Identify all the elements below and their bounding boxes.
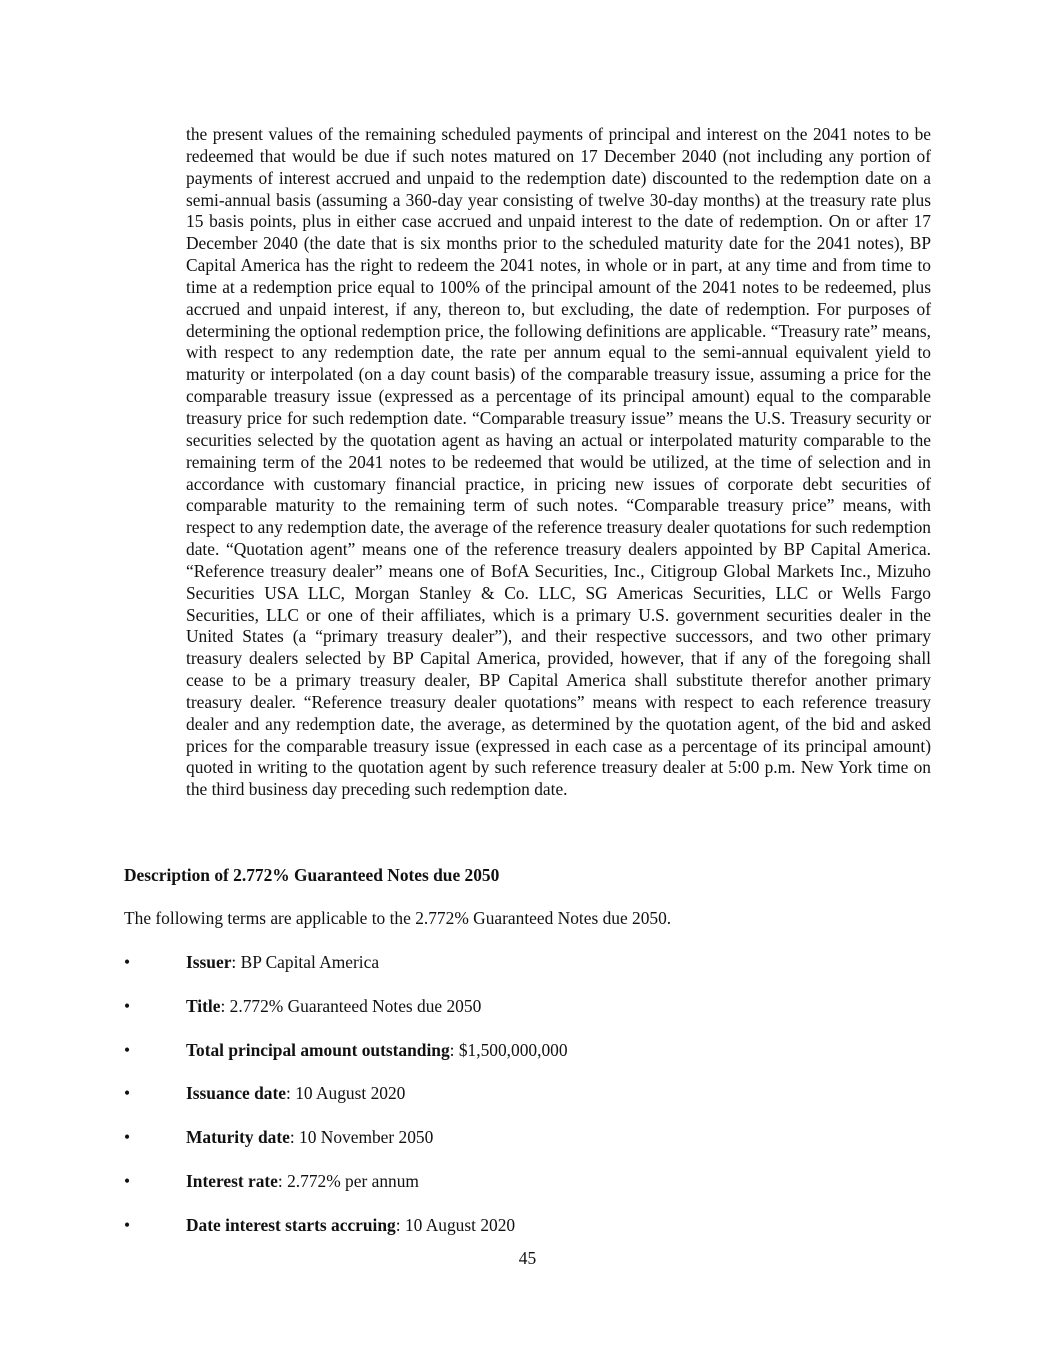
term-label: Issuance date <box>186 1083 287 1104</box>
bullet-icon: • <box>124 1039 131 1060</box>
term-text <box>186 1082 405 1104</box>
term-value: 2.772% per annum <box>287 1170 419 1191</box>
bullet-icon: • <box>124 1127 131 1148</box>
term-text <box>186 951 379 973</box>
term-issuance-date <box>124 1082 931 1104</box>
term-text <box>186 995 481 1017</box>
term-text <box>186 1214 515 1236</box>
term-text <box>186 1170 419 1192</box>
bullet-icon: • <box>124 1170 131 1191</box>
term-value: 10 August 2020 <box>404 1214 516 1235</box>
term-value: 10 August 2020 <box>295 1083 406 1104</box>
term-separator: : <box>220 995 230 1016</box>
bullet-icon: • <box>124 1214 131 1235</box>
term-label: Issuer <box>186 952 232 972</box>
term-interest-accrual-date <box>124 1214 931 1236</box>
term-value: 2.772% Guaranteed Notes due 2050 <box>229 995 482 1016</box>
term-separator: : <box>449 1039 459 1060</box>
term-value: $1,500,000,000 <box>458 1039 568 1060</box>
term-title <box>124 995 931 1017</box>
term-text <box>186 1039 568 1061</box>
term-value: BP Capital America <box>240 952 380 972</box>
term-total-principal <box>124 1039 931 1061</box>
term-separator: : <box>286 1083 296 1104</box>
redemption-terms-paragraph: the present values of the remaining scheduled payments of principal and interest on the 2041 notes to be redeemed that would be due if such notes matured on 17 December 2040 (not including any portion of payments of interest accrued and unpaid to the redemption date) discounted to the redemption date on a semi-annual basis (assuming a 360-day year consisting of twelve 30-day months) at the treasury rate plus 15 basis points, plus in either case accrued and unpaid interest to the date of redemption. On or after 17 December 2040 (the date that is six months prior to the scheduled maturity date for the 2041 notes), BP Capital America has the right to redeem the 2041 notes, in whole or in part, at any time and from time to time at a redemption price equal to 100% of the principal amount of the 2041 notes to be redeemed, plus accrued and unpaid interest, if any, thereon to, but excluding, the date of redemption. For purposes of determining the optional redemption price, the following definitions are applicable. “Treasury rate” means, with respect to any redemption date, the rate per annum equal to the semi-annual equivalent yield to maturity or interpolated (on a day count basis) of the comparable treasury issue, assuming a price for the comparable treasury issue (expressed as a percentage of its principal amount) equal to the comparable treasury price for such redemption date. “Comparable treasury issue” means the U.S. Treasury security or securities selected by the quotation agent as having an actual or interpolated maturity comparable to the remaining term of the 2041 notes to be redeemed that would be utilized, at the time of selection and in accordance with customary financial practice, in pricing new issues of corporate debt securities of comparable maturity to the remaining term of such notes. “Comparable treasury price” means, with respect to any redemption date, the average of the reference treasury dealer quotations for such redemption date. “Quotation agent” means one of the reference treasury dealers appointed by BP Capital America. “Reference treasury dealer” means one of BofA Securities, Inc., Citigroup Global Markets Inc., Mizuho Securities USA LLC, Morgan Stanley & Co. LLC, SG Americas Securities, LLC or Wells Fargo Securities, LLC or one of their affiliates, which is a primary U.S. government securities dealer in the United States (a “primary treasury dealer”), and their respective successors, and two other primary treasury dealers selected by BP Capital America, provided, however, that if any of the foregoing shall cease to be a primary treasury dealer, BP Capital America shall substitute therefor another primary treasury dealer. “Reference treasury dealer quotations” means with respect to each reference treasury dealer and any redemption date, the average, as determined by the quotation agent, of the bid and asked prices for the comparable treasury issue (expressed in each case as a percentage of its principal amount) quoted in writing to the quotation agent by such reference treasury dealer at 5:00 p.m. New York time on the third business day preceding such redemption date. <box>186 124 931 800</box>
term-label: Total principal amount outstanding <box>186 1039 450 1060</box>
term-separator: : <box>395 1214 405 1235</box>
term-value: 10 November 2050 <box>299 1127 434 1148</box>
term-issuer <box>124 951 931 973</box>
page-number: 45 <box>518 1248 537 1268</box>
term-maturity-date <box>124 1126 931 1148</box>
term-separator: : <box>231 952 241 972</box>
term-label: Maturity date <box>186 1127 290 1148</box>
section-intro: The following terms are applicable to the 2.772% Guaranteed Notes due 2050. <box>124 908 672 928</box>
term-label: Title <box>186 995 221 1016</box>
bullet-icon: • <box>124 952 131 972</box>
term-interest-rate <box>124 1170 931 1192</box>
term-separator: : <box>277 1170 288 1191</box>
terms-list <box>124 951 931 1258</box>
term-text <box>186 1126 433 1148</box>
bullet-icon: • <box>124 1083 131 1104</box>
term-separator: : <box>289 1127 300 1148</box>
section-heading: Description of 2.772% Guaranteed Notes due 2050 <box>124 865 500 885</box>
bullet-icon: • <box>124 995 131 1016</box>
term-label: Interest rate <box>186 1170 278 1191</box>
term-label: Date interest starts accruing <box>186 1214 396 1235</box>
